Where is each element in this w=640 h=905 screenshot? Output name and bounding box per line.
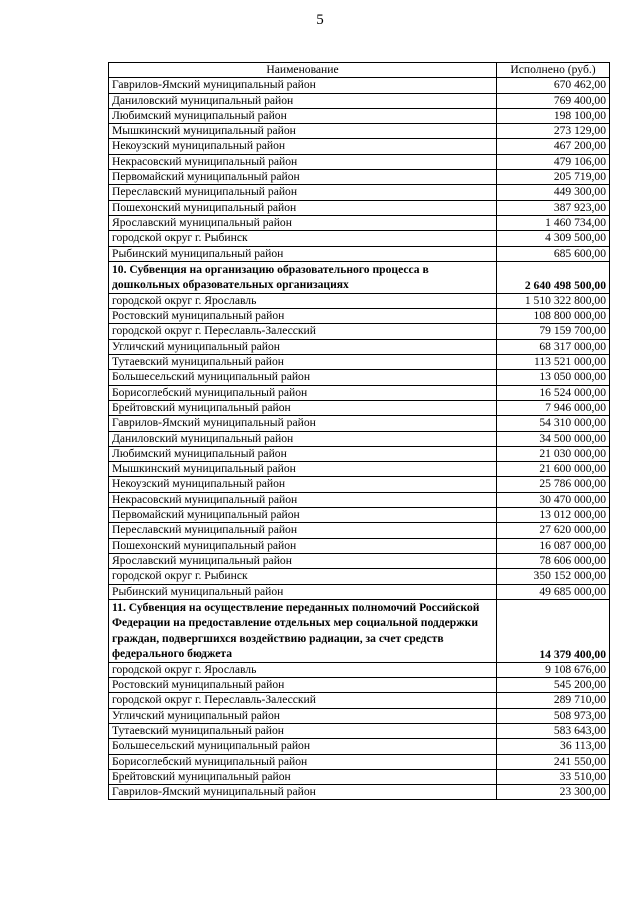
row-value: 1 510 322 800,00 <box>497 293 610 308</box>
table-row <box>109 477 610 492</box>
row-name: Гаврилов-Ямский муниципальный район <box>109 785 497 800</box>
row-value: 449 300,00 <box>497 185 610 200</box>
table-row <box>109 246 610 261</box>
table-row <box>109 431 610 446</box>
row-name: Переславский муниципальный район <box>109 523 497 538</box>
row-value: 4 309 500,00 <box>497 231 610 246</box>
row-value: 273 129,00 <box>497 124 610 139</box>
table-row <box>109 416 610 431</box>
table-row <box>109 446 610 461</box>
row-name: Даниловский муниципальный район <box>109 93 497 108</box>
row-value: 78 606 000,00 <box>497 553 610 568</box>
table-row <box>109 739 610 754</box>
row-name: Первомайский муниципальный район <box>109 170 497 185</box>
row-name: Мышкинский муниципальный район <box>109 124 497 139</box>
row-name: Борисоглебский муниципальный район <box>109 754 497 769</box>
header-name: Наименование <box>109 63 497 78</box>
row-value: 30 470 000,00 <box>497 492 610 507</box>
table-row <box>109 293 610 308</box>
row-name: городской округ г. Переславль-Залесский <box>109 693 497 708</box>
row-value: 16 524 000,00 <box>497 385 610 400</box>
row-name: Угличский муниципальный район <box>109 708 497 723</box>
row-name: Тутаевский муниципальный район <box>109 355 497 370</box>
row-value: 113 521 000,00 <box>497 355 610 370</box>
budget-table <box>108 62 610 800</box>
table-row <box>109 553 610 568</box>
row-name: Рыбинский муниципальный район <box>109 246 497 261</box>
table-row <box>109 569 610 584</box>
table-row <box>109 769 610 784</box>
table-row <box>109 185 610 200</box>
table-row <box>109 231 610 246</box>
table-row <box>109 584 610 599</box>
table-row <box>109 78 610 93</box>
row-name: городской округ г. Рыбинск <box>109 231 497 246</box>
table-row <box>109 754 610 769</box>
section-row <box>109 261 610 293</box>
section-total: 14 379 400,00 <box>497 599 610 662</box>
row-name: Большесельский муниципальный район <box>109 370 497 385</box>
row-value: 79 159 700,00 <box>497 324 610 339</box>
row-name: Любимский муниципальный район <box>109 446 497 461</box>
table-row <box>109 370 610 385</box>
table-row <box>109 385 610 400</box>
table-row <box>109 400 610 415</box>
table-row <box>109 785 610 800</box>
row-value: 350 152 000,00 <box>497 569 610 584</box>
row-value: 198 100,00 <box>497 108 610 123</box>
table-row <box>109 508 610 523</box>
row-name: Гаврилов-Ямский муниципальный район <box>109 78 497 93</box>
row-name: Некоузский муниципальный район <box>109 139 497 154</box>
row-value: 9 108 676,00 <box>497 662 610 677</box>
table-row <box>109 708 610 723</box>
row-name: Некрасовский муниципальный район <box>109 154 497 169</box>
row-value: 479 106,00 <box>497 154 610 169</box>
row-value: 34 500 000,00 <box>497 431 610 446</box>
row-value: 16 087 000,00 <box>497 538 610 553</box>
table-row <box>109 693 610 708</box>
row-value: 7 946 000,00 <box>497 400 610 415</box>
row-value: 13 050 000,00 <box>497 370 610 385</box>
page-number: 5 <box>316 12 324 28</box>
table-row <box>109 139 610 154</box>
table-row <box>109 523 610 538</box>
row-value: 54 310 000,00 <box>497 416 610 431</box>
table-row <box>109 108 610 123</box>
table-header-row <box>109 63 610 78</box>
table-row <box>109 215 610 230</box>
table-row <box>109 154 610 169</box>
row-name: Большесельский муниципальный район <box>109 739 497 754</box>
table-row <box>109 309 610 324</box>
table-row <box>109 355 610 370</box>
row-value: 1 460 734,00 <box>497 215 610 230</box>
row-value: 289 710,00 <box>497 693 610 708</box>
row-name: Даниловский муниципальный район <box>109 431 497 446</box>
table-row <box>109 339 610 354</box>
table-row <box>109 324 610 339</box>
row-name: Пошехонский муниципальный район <box>109 200 497 215</box>
row-name: Борисоглебский муниципальный район <box>109 385 497 400</box>
row-name: городской округ г. Ярославль <box>109 293 497 308</box>
row-value: 27 620 000,00 <box>497 523 610 538</box>
row-name: Брейтовский муниципальный район <box>109 769 497 784</box>
table-row <box>109 93 610 108</box>
row-name: городской округ г. Рыбинск <box>109 569 497 584</box>
row-value: 49 685 000,00 <box>497 584 610 599</box>
table-row <box>109 462 610 477</box>
row-value: 33 510,00 <box>497 769 610 784</box>
table-row <box>109 200 610 215</box>
table-row <box>109 723 610 738</box>
row-value: 23 300,00 <box>497 785 610 800</box>
section-title: 10. Субвенция на организацию образовательного процесса в дошкольных образовательных организациях <box>109 261 497 293</box>
row-value: 685 600,00 <box>497 246 610 261</box>
row-name: Гаврилов-Ямский муниципальный район <box>109 416 497 431</box>
row-name: городской округ г. Переславль-Залесский <box>109 324 497 339</box>
row-name: Ярославский муниципальный район <box>109 215 497 230</box>
row-name: Пошехонский муниципальный район <box>109 538 497 553</box>
section-title: 11. Субвенция на осуществление переданных полномочий Российской Федерации на предоставление отдельных мер социальной поддержки граждан, подвергшихся воздействию радиации, за счет средств федерального бюджета <box>109 599 497 662</box>
row-name: Ростовский муниципальный район <box>109 678 497 693</box>
row-name: Некрасовский муниципальный район <box>109 492 497 507</box>
row-value: 545 200,00 <box>497 678 610 693</box>
table-row <box>109 538 610 553</box>
row-value: 583 643,00 <box>497 723 610 738</box>
row-value: 25 786 000,00 <box>497 477 610 492</box>
row-name: Брейтовский муниципальный район <box>109 400 497 415</box>
table-body <box>109 78 610 800</box>
row-value: 21 030 000,00 <box>497 446 610 461</box>
row-name: Мышкинский муниципальный район <box>109 462 497 477</box>
row-value: 241 550,00 <box>497 754 610 769</box>
table-row <box>109 170 610 185</box>
row-name: Рыбинский муниципальный район <box>109 584 497 599</box>
row-value: 769 400,00 <box>497 93 610 108</box>
row-name: Тутаевский муниципальный район <box>109 723 497 738</box>
row-name: Угличский муниципальный район <box>109 339 497 354</box>
row-value: 467 200,00 <box>497 139 610 154</box>
row-value: 21 600 000,00 <box>497 462 610 477</box>
row-name: Переславский муниципальный район <box>109 185 497 200</box>
row-value: 36 113,00 <box>497 739 610 754</box>
section-row <box>109 599 610 662</box>
row-name: Ростовский муниципальный район <box>109 309 497 324</box>
row-value: 13 012 000,00 <box>497 508 610 523</box>
row-name: Некоузский муниципальный район <box>109 477 497 492</box>
table-row <box>109 678 610 693</box>
table-row <box>109 662 610 677</box>
row-name: городской округ г. Ярославль <box>109 662 497 677</box>
row-value: 387 923,00 <box>497 200 610 215</box>
table-row <box>109 492 610 507</box>
row-value: 68 317 000,00 <box>497 339 610 354</box>
row-value: 508 973,00 <box>497 708 610 723</box>
header-value: Исполнено (руб.) <box>497 63 610 78</box>
table-row <box>109 124 610 139</box>
row-name: Ярославский муниципальный район <box>109 553 497 568</box>
section-total: 2 640 498 500,00 <box>497 261 610 293</box>
row-name: Первомайский муниципальный район <box>109 508 497 523</box>
row-name: Любимский муниципальный район <box>109 108 497 123</box>
row-value: 670 462,00 <box>497 78 610 93</box>
row-value: 108 800 000,00 <box>497 309 610 324</box>
row-value: 205 719,00 <box>497 170 610 185</box>
